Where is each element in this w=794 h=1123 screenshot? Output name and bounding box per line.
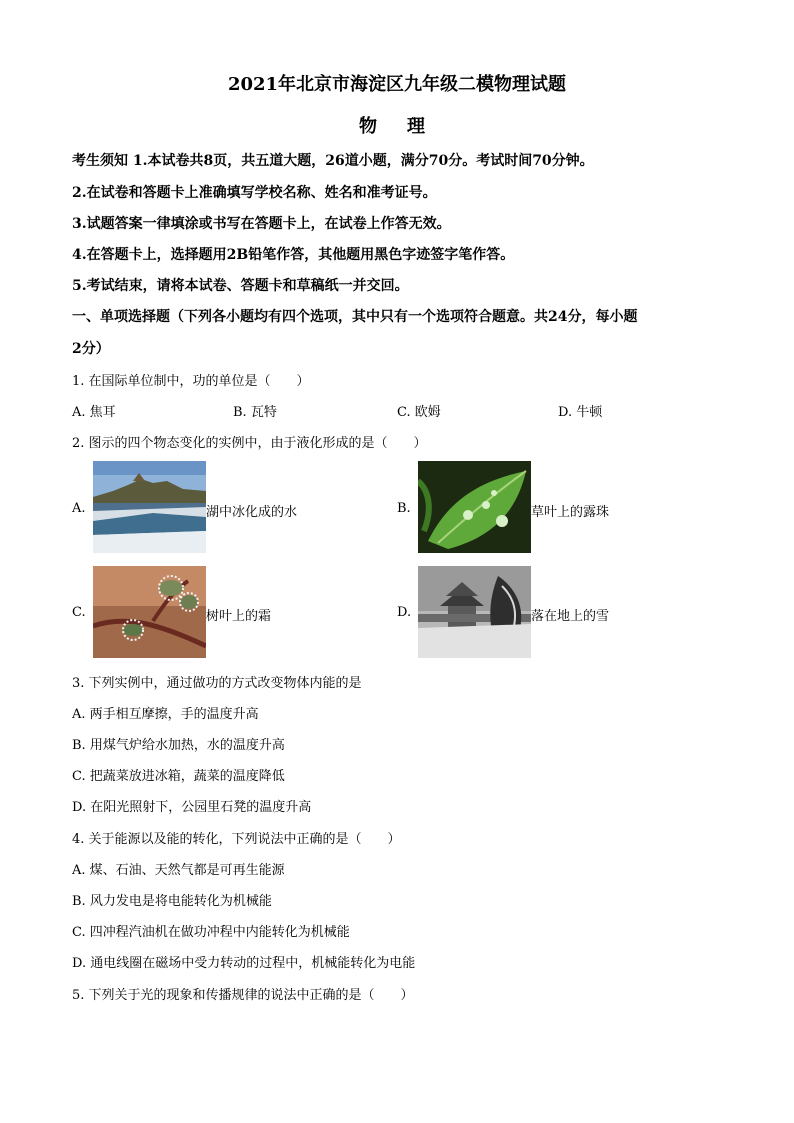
q2-option-d-caption: 落在地上的雪: [531, 609, 610, 624]
q1-option-d: D. 牛顿: [558, 405, 603, 420]
q2-option-b-letter: B.: [397, 501, 411, 516]
notice-line-2: 2.在试卷和答题卡上准确填写学校名称、姓名和准考证号。: [72, 185, 437, 201]
q2-option-c-caption: 树叶上的霜: [206, 609, 272, 624]
q5-stem: 5. 下列关于光的现象和传播规律的说法中正确的是（ ）: [72, 988, 414, 1003]
q3-option-a: A. 两手相互摩擦，手的温度升高: [72, 707, 259, 722]
q2-option-b-caption: 草叶上的露珠: [531, 505, 610, 520]
q4-option-a: A. 煤、石油、天然气都是可再生能源: [72, 863, 285, 878]
exam-title: 2021年北京市海淀区九年级二模物理试题: [227, 74, 567, 95]
lake-ice-photo: [93, 461, 206, 553]
q3-stem: 3. 下列实例中，通过做功的方式改变物体内能的是: [72, 676, 362, 691]
q2-stem: 2. 图示的四个物态变化的实例中，由于液化形成的是（ ）: [72, 436, 427, 451]
q2-option-a-letter: A.: [72, 501, 86, 516]
subject-title: 物理: [359, 116, 455, 137]
q3-option-d: D. 在阳光照射下，公园里石凳的温度升高: [72, 800, 312, 815]
notice-line-3: 3.试题答案一律填涂或书写在答题卡上，在试卷上作答无效。: [72, 216, 451, 232]
q1-option-b: B. 瓦特: [233, 405, 277, 420]
q4-option-c: C. 四冲程汽油机在做功冲程中内能转化为机械能: [72, 925, 350, 940]
q1-option-c: C. 欧姆: [397, 405, 441, 420]
section-heading-cont: 2分）: [72, 341, 110, 357]
frost-leaf-photo: [93, 566, 206, 658]
q4-option-d: D. 通电线圈在磁场中受力转动的过程中，机械能转化为电能: [72, 956, 416, 971]
notice-line-5: 5.考试结束，请将本试卷、答题卡和草稿纸一并交回。: [72, 278, 409, 294]
q2-option-d-letter: D.: [397, 605, 412, 620]
q2-option-c-letter: C.: [72, 605, 86, 620]
notice-line-4: 4.在答题卡上，选择题用2B铅笔作答，其他题用黑色字迹签字笔作答。: [72, 247, 515, 263]
snow-temple-photo: [418, 566, 531, 658]
q1-option-a: A. 焦耳: [72, 405, 116, 420]
q4-option-b: B. 风力发电是将电能转化为机械能: [72, 894, 272, 909]
q4-stem: 4. 关于能源以及能的转化，下列说法中正确的是（ ）: [72, 832, 401, 847]
q2-option-a-caption: 湖中冰化成的水: [206, 505, 298, 520]
section-heading: 一、单项选择题（下列各小题均有四个选项，其中只有一个选项符合题意。共24分，每小题: [72, 309, 638, 325]
dew-leaf-photo: [418, 461, 531, 553]
q3-option-c: C. 把蔬菜放进冰箱，蔬菜的温度降低: [72, 769, 285, 784]
notice-line-1: 考生须知 1.本试卷共8页，共五道大题，26道小题，满分70分。考试时间70分钟。: [72, 153, 594, 169]
q3-option-b: B. 用煤气炉给水加热，水的温度升高: [72, 738, 285, 753]
q1-stem: 1. 在国际单位制中，功的单位是（ ）: [72, 374, 310, 389]
